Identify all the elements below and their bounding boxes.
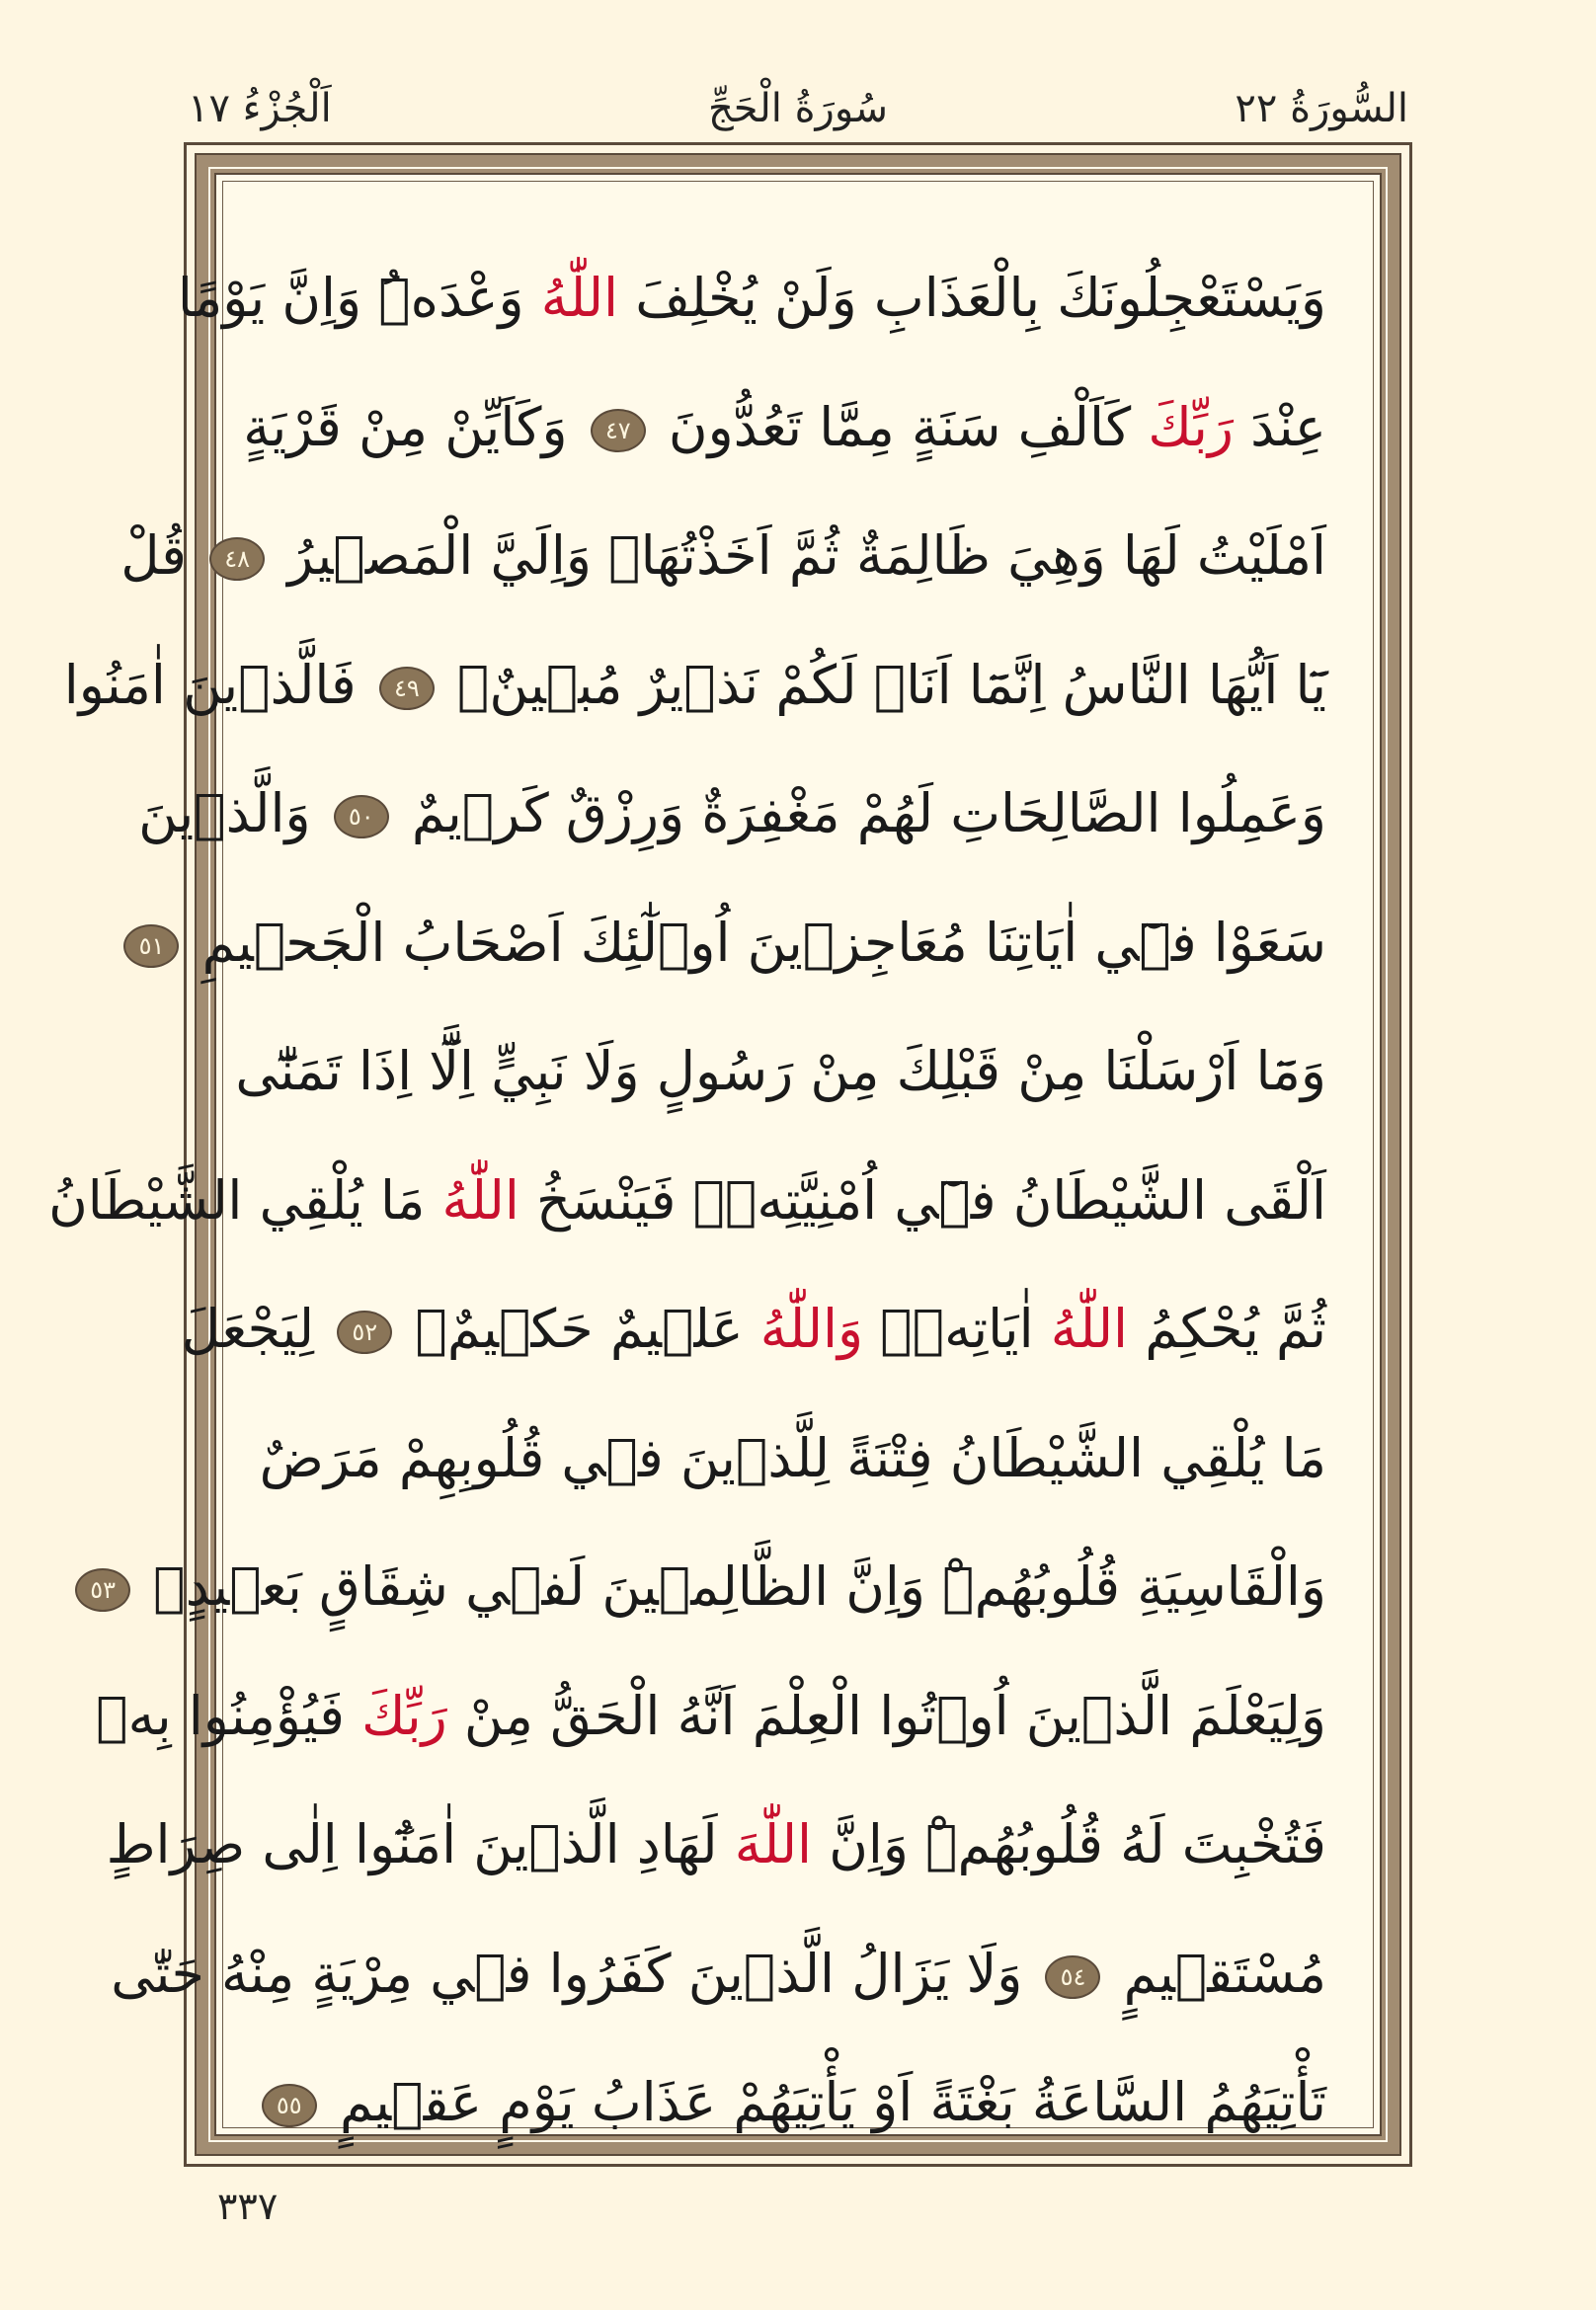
- verse-text: اَلْقَى الشَّيْطَانُ ف۪ٓي اُمْنِيَّتِه۪ۚ فَيَنْسَخُ: [519, 1168, 1326, 1232]
- verse-line: [90, 1523, 1326, 1652]
- verse-text: فَتُخْبِتَ لَهُ قُلُوبُهُمْۜ وَاِنَّ: [812, 1813, 1326, 1875]
- verse-text: يَٓا اَيُّهَا النَّاسُ اِنَّمَٓا اَنَا۬ لَكُمْ نَذ۪يرٌ مُب۪ينٌۚ: [439, 653, 1326, 716]
- divine-name-text: رَبِّكَ: [1148, 395, 1234, 458]
- divine-name-text: اللّٰهَ: [734, 1813, 813, 1875]
- verse-line: [177, 234, 1326, 363]
- ayah-number-marker: ٤٨: [209, 537, 265, 581]
- ayah-number-marker: ٥١: [123, 924, 179, 968]
- verse-line: [270, 2038, 1326, 2168]
- verse-text: كَاَلْفِ سَنَةٍ مِمَّا تَعُدُّونَ: [651, 395, 1149, 458]
- verse-text: فَالَّذ۪ينَ اٰمَنُوا: [63, 653, 373, 716]
- verse-line: [181, 1265, 1326, 1394]
- surah-name-title: سُورَةُ الْحَجِّ: [707, 86, 889, 131]
- verse-text: عَل۪يمٌ حَك۪يمٌۙ: [398, 1298, 760, 1360]
- verse-line: [259, 1394, 1326, 1524]
- ayah-number-marker: ٥٤: [1045, 1955, 1100, 1999]
- verse-text: مُسْتَق۪يمٍ: [1106, 1942, 1326, 2005]
- divine-name-text: اللّٰهُ: [441, 1168, 519, 1232]
- verse-text: ثُمَّ يُحْكِمُ: [1128, 1298, 1326, 1360]
- juz-label: اَلْجُزْءُ ١٧: [188, 86, 332, 131]
- divine-name-text: رَبِّكَ: [361, 1684, 447, 1747]
- frame-border-band: [48, 153, 1401, 2156]
- verse-text: فَيُؤْمِنُوا بِه۪: [96, 1684, 362, 1747]
- ayah-number-marker: ٤٧: [591, 409, 646, 452]
- verse-text: قُلْ: [120, 524, 204, 587]
- page-number: ٣٣٧: [217, 2185, 279, 2228]
- verse-block: [48, 234, 1326, 2133]
- verse-text: وَكَاَيِّنْ مِنْ قَرْيَةٍ: [243, 395, 585, 458]
- verse-line: [111, 1910, 1326, 2039]
- divine-name-text: اللّٰهُ: [540, 267, 619, 329]
- verse-text: وَلِيَعْلَمَ الَّذ۪ينَ اُو۫تُوا الْعِلْمَ اَنَّهُ الْحَقُّ مِنْ: [446, 1684, 1326, 1747]
- verse-text: اٰيَاتِه۪ۜ: [863, 1298, 1051, 1360]
- surah-number: السُّورَةُ ٢٢: [1235, 86, 1408, 131]
- verse-line: [235, 1007, 1326, 1137]
- verse-text: عِنْدَ: [1233, 395, 1326, 458]
- page-frame: [48, 142, 1412, 2167]
- text-panel: [48, 173, 1382, 2136]
- verse-text: وَيَسْتَعْجِلُونَكَ بِالْعَذَابِ وَلَنْ يُخْلِفَ: [618, 267, 1326, 329]
- verse-line: [48, 1137, 1326, 1266]
- ayah-number-marker: ٥٥: [262, 2084, 317, 2127]
- verse-line: [120, 492, 1326, 621]
- verse-text: مَا يُلْقِي الشَّيْطَانُ فِتْنَةً لِلَّذ۪ينَ ف۪ي قُلُوبِهِمْ مَرَضٌ: [259, 1426, 1326, 1489]
- verse-text: تَأْتِيَهُمُ السَّاعَةُ بَغْتَةً اَوْ يَأْتِيَهُمْ عَذَابُ يَوْمٍ عَق۪يمٍ: [322, 2071, 1326, 2133]
- ayah-number-marker: ٥٠: [334, 795, 389, 838]
- verse-text: وَعَمِلُوا الصَّالِحَاتِ لَهُمْ مَغْفِرَةٌ وَرِزْقٌ كَر۪يمٌ: [394, 782, 1326, 844]
- divine-name-text: وَاللّٰهُ: [759, 1298, 864, 1360]
- verse-text: مَا يُلْقِي الشَّيْطَانُ: [48, 1168, 442, 1232]
- verse-text: وَعْدَهُۜ وَاِنَّ يَوْمًا: [177, 267, 541, 329]
- verse-line: [138, 879, 1326, 1008]
- ayah-number-marker: ٤٩: [379, 667, 435, 710]
- verse-text: وَمَٓا اَرْسَلْنَا مِنْ قَبْلِكَ مِنْ رَسُولٍ وَلَا نَبِيٍّ اِلَّٓا اِذَا تَمَنّٰٓى: [235, 1040, 1326, 1102]
- divine-name-text: اللّٰهُ: [1050, 1298, 1129, 1360]
- ayah-number-marker: ٥٢: [337, 1311, 392, 1354]
- verse-text: وَالَّذ۪ينَ: [138, 782, 328, 844]
- verse-text: لِيَجْعَلَ: [181, 1298, 332, 1360]
- ayah-number-marker: ٥٣: [75, 1568, 130, 1612]
- verse-text: وَلَا يَزَالُ الَّذ۪ينَ كَفَرُوا ف۪ي مِرْيَةٍ مِنْهُ حَتّٰى: [111, 1942, 1040, 2005]
- verse-text: وَالْقَاسِيَةِ قُلُوبُهُمْۜ وَاِنَّ الظَّالِم۪ينَ لَف۪ي شِقَاقٍ بَع۪يدٍۙ: [136, 1555, 1326, 1618]
- verse-text: اَمْلَيْتُ لَهَا وَهِيَ ظَالِمَةٌ ثُمَّ اَخَذْتُهَاۚ وَاِلَيَّ الْمَص۪يرُ: [271, 524, 1326, 587]
- verse-line: [106, 1781, 1326, 1910]
- verse-line: [96, 1652, 1326, 1782]
- page-header: [188, 69, 1408, 148]
- verse-line: [138, 750, 1326, 879]
- verse-text: سَعَوْا ف۪ٓي اٰيَاتِنَا مُعَاجِز۪ينَ اُو۬لٰٓئِكَ اَصْحَابُ الْجَح۪يمِ: [185, 911, 1326, 974]
- verse-text: لَهَادِ الَّذ۪ينَ اٰمَنُٓوا اِلٰى صِرَاطٍ: [106, 1813, 735, 1875]
- verse-line: [243, 363, 1326, 493]
- verse-line: [63, 621, 1326, 751]
